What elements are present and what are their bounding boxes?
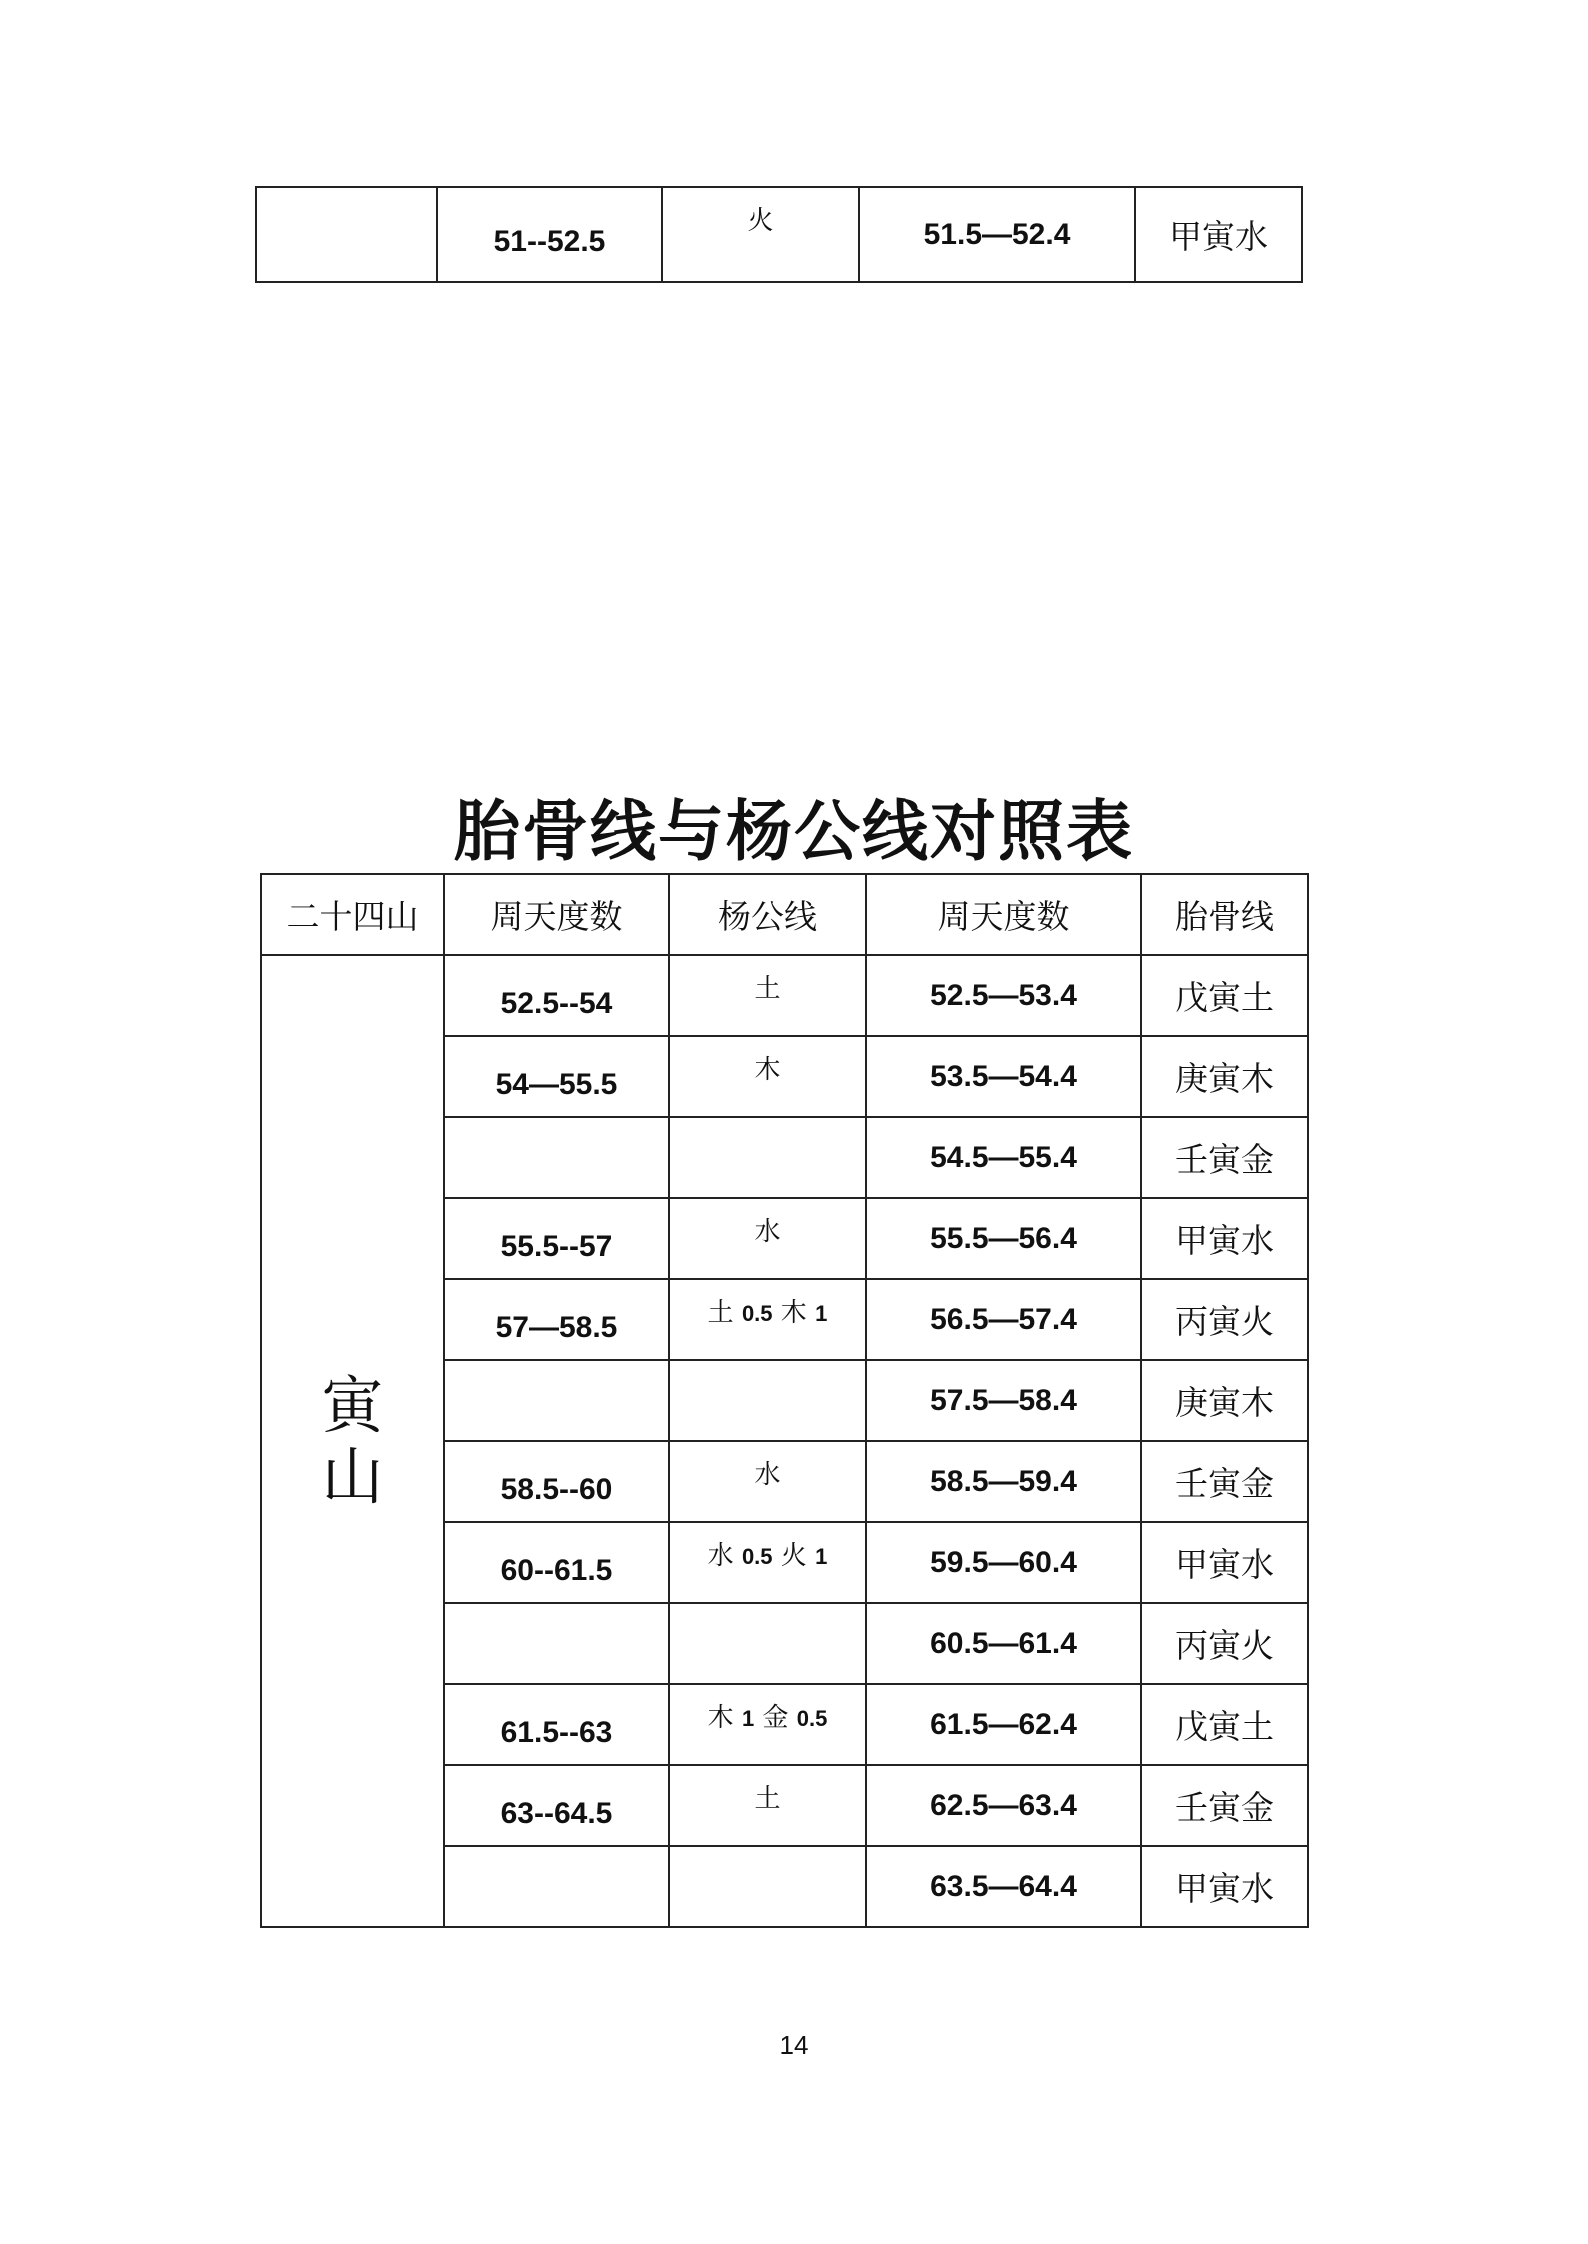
tai-gu-line-cell: 戊寅土 bbox=[1141, 1684, 1308, 1765]
tai-gu-line-cell: 丙寅火 bbox=[1141, 1279, 1308, 1360]
element-ratio: 0.5 bbox=[796, 1706, 828, 1731]
zhou-tian-degree-cell: 51--52.5 bbox=[437, 187, 662, 282]
yang-gong-line-cell: 木 bbox=[669, 1036, 866, 1117]
zhou-tian-degree-cell bbox=[444, 1603, 669, 1684]
tai-gu-line-cell: 甲寅水 bbox=[1135, 187, 1302, 282]
zhou-tian-degree-cell bbox=[444, 1117, 669, 1198]
table-row bbox=[261, 955, 1308, 1036]
yang-gong-line-cell bbox=[669, 1279, 866, 1360]
tai-gu-line-cell: 甲寅水 bbox=[1141, 1846, 1308, 1927]
element-name: 金 bbox=[762, 1703, 789, 1733]
element-ratio: 0.5 bbox=[741, 1544, 773, 1569]
header-cell: 杨公线 bbox=[669, 874, 866, 955]
zhou-tian-degree-cell: 55.5--57 bbox=[444, 1198, 669, 1279]
mountain-char: 山 bbox=[321, 1440, 384, 1513]
zhou-tian-degree-cell bbox=[444, 1360, 669, 1441]
yang-gong-line-cell bbox=[669, 1117, 866, 1198]
zhou-tian-degree-cell: 63--64.5 bbox=[444, 1765, 669, 1846]
mountain-name-cell bbox=[261, 955, 444, 1927]
yang-gong-line-cell: 水 bbox=[669, 1441, 866, 1522]
yang-gong-line-cell: 土 bbox=[669, 955, 866, 1036]
tai-gu-line-cell: 庚寅木 bbox=[1141, 1036, 1308, 1117]
yang-gong-line-cell: 火 bbox=[662, 187, 859, 282]
tai-gu-line-cell: 丙寅火 bbox=[1141, 1603, 1308, 1684]
zhou-tian-degree-cell: 60--61.5 bbox=[444, 1522, 669, 1603]
yang-gong-line-cell bbox=[669, 1522, 866, 1603]
tai-gu-line-cell: 戊寅土 bbox=[1141, 955, 1308, 1036]
zhou-tian-degree-cell: 57—58.5 bbox=[444, 1279, 669, 1360]
header-cell: 周天度数 bbox=[866, 874, 1141, 955]
tai-gu-line-cell: 庚寅木 bbox=[1141, 1360, 1308, 1441]
tai-gu-line-cell: 甲寅水 bbox=[1141, 1522, 1308, 1603]
zhou-tian-degree-cell: 52.5--54 bbox=[444, 955, 669, 1036]
yang-gong-line-cell bbox=[669, 1603, 866, 1684]
zhou-tian-degree-cell: 60.5—61.4 bbox=[866, 1603, 1141, 1684]
yang-gong-line-cell: 水 bbox=[669, 1198, 866, 1279]
element-ratio: 0.5 bbox=[741, 1301, 773, 1326]
zhou-tian-degree-cell: 57.5—58.4 bbox=[866, 1360, 1141, 1441]
element-ratio: 1 bbox=[815, 1544, 828, 1569]
yang-gong-line-cell bbox=[669, 1846, 866, 1927]
zhou-tian-degree-cell: 53.5—54.4 bbox=[866, 1036, 1141, 1117]
page-title: 胎骨线与杨公线对照表 bbox=[454, 793, 1134, 870]
header-cell: 周天度数 bbox=[444, 874, 669, 955]
element-ratio: 1 bbox=[741, 1706, 755, 1731]
yang-gong-line-cell bbox=[669, 1360, 866, 1441]
zhou-tian-degree-cell: 61.5--63 bbox=[444, 1684, 669, 1765]
zhou-tian-degree-cell: 51.5—52.4 bbox=[859, 187, 1135, 282]
element-name: 木 bbox=[780, 1298, 807, 1328]
zhou-tian-degree-cell: 54.5—55.4 bbox=[866, 1117, 1141, 1198]
header-cell: 二十四山 bbox=[261, 874, 444, 955]
zhou-tian-degree-cell: 58.5--60 bbox=[444, 1441, 669, 1522]
zhou-tian-degree-cell: 55.5—56.4 bbox=[866, 1198, 1141, 1279]
continued-table bbox=[255, 186, 1303, 283]
element-name: 木 bbox=[707, 1703, 734, 1733]
zhou-tian-degree-cell: 52.5—53.4 bbox=[866, 955, 1141, 1036]
element-name: 水 bbox=[707, 1541, 734, 1571]
zhou-tian-degree-cell: 61.5—62.4 bbox=[866, 1684, 1141, 1765]
mountain-cell bbox=[256, 187, 437, 282]
yang-gong-line-cell bbox=[669, 1684, 866, 1765]
tai-gu-line-cell: 甲寅水 bbox=[1141, 1198, 1308, 1279]
zhou-tian-degree-cell: 58.5—59.4 bbox=[866, 1441, 1141, 1522]
element-name: 火 bbox=[780, 1541, 807, 1571]
element-name: 土 bbox=[707, 1298, 734, 1328]
tai-gu-line-cell: 壬寅金 bbox=[1141, 1117, 1308, 1198]
tai-gu-line-cell: 壬寅金 bbox=[1141, 1765, 1308, 1846]
zhou-tian-degree-cell: 59.5—60.4 bbox=[866, 1522, 1141, 1603]
zhou-tian-degree-cell: 54—55.5 bbox=[444, 1036, 669, 1117]
zhou-tian-degree-cell bbox=[444, 1846, 669, 1927]
page-number: 14 bbox=[779, 2030, 809, 2060]
header-row bbox=[261, 874, 1308, 955]
mountain-char: 寅 bbox=[321, 1368, 384, 1442]
zhou-tian-degree-cell: 62.5—63.4 bbox=[866, 1765, 1141, 1846]
zhou-tian-degree-cell: 56.5—57.4 bbox=[866, 1279, 1141, 1360]
table-row bbox=[256, 187, 1302, 282]
tai-gu-line-cell: 壬寅金 bbox=[1141, 1441, 1308, 1522]
yang-gong-line-cell: 土 bbox=[669, 1765, 866, 1846]
header-cell: 胎骨线 bbox=[1141, 874, 1308, 955]
zhou-tian-degree-cell: 63.5—64.4 bbox=[866, 1846, 1141, 1927]
comparison-table bbox=[260, 873, 1309, 1928]
element-ratio: 1 bbox=[815, 1301, 828, 1326]
